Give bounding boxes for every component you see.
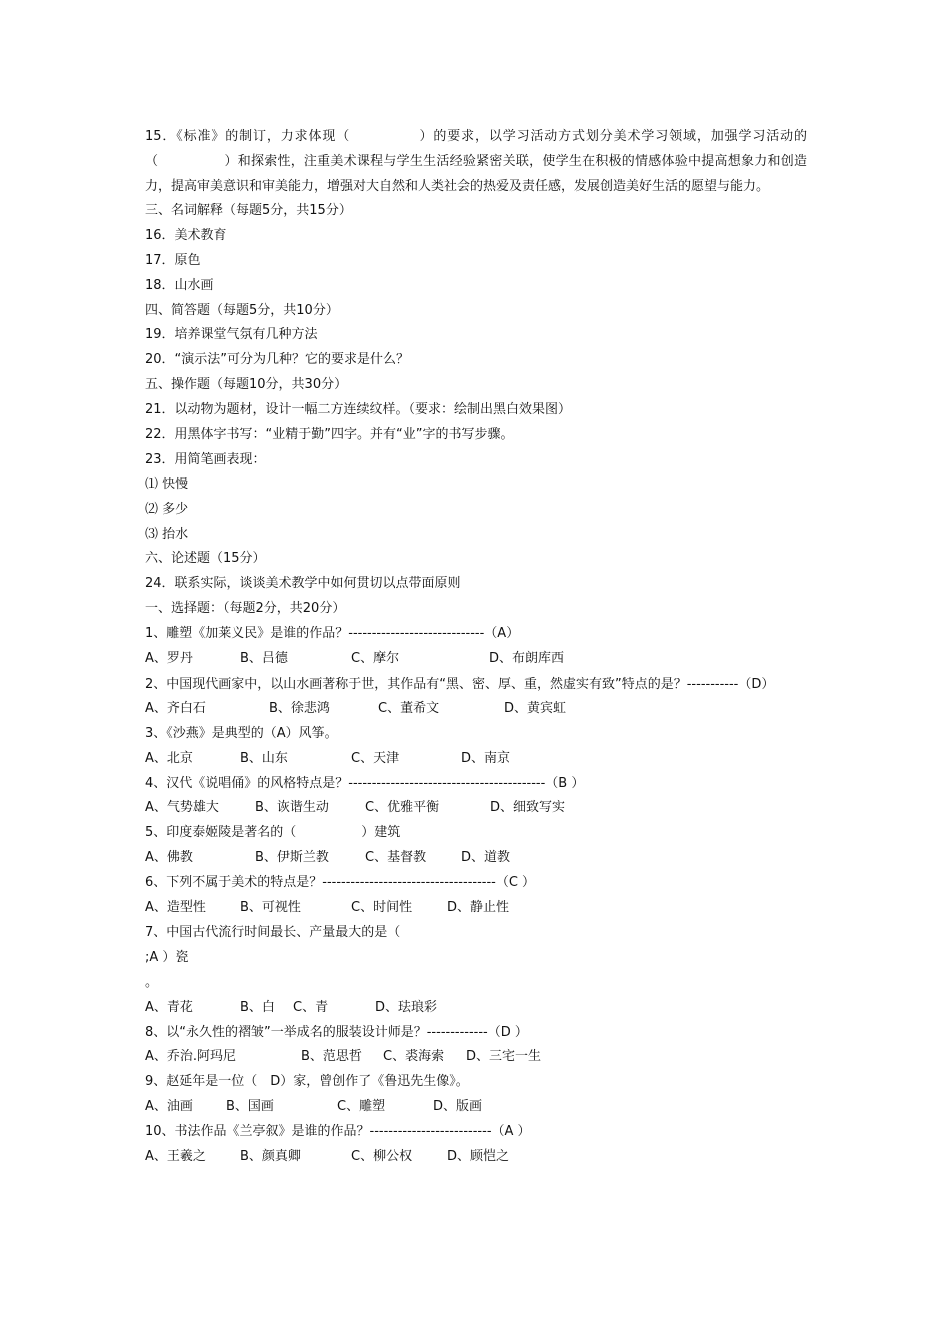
question-17: 17．原色 <box>145 252 201 268</box>
question-24: 24．联系实际，谈谈美术教学中如何贯切以点带面原则 <box>145 576 461 592</box>
option-b: B、颜真卿 <box>240 1148 301 1164</box>
option-a: A、乔治.阿玛尼 <box>145 1049 237 1065</box>
choice-question-1: 1、雕塑《加莱义民》是谁的作品？-----------------------------（A） <box>145 626 520 642</box>
option-c: C、裘海索 <box>383 1049 445 1065</box>
option-b: B、吕德 <box>240 651 288 667</box>
option-a: A、造型性 <box>145 900 206 916</box>
question-23-item-3: ⑶ 抬水 <box>145 526 189 542</box>
option-c: C、天津 <box>351 750 400 766</box>
question-18: 18．山水画 <box>145 277 214 293</box>
choice-question-6: 6、下列不属于美术的特点是？-------------------------------------（C ） <box>145 875 536 891</box>
option-a: A、青花 <box>145 999 193 1015</box>
question-15: 15．《标准》的制订，力求体现（ ）的要求，以学习活动方式划分美术学习领域，加强学习活动的（ ）和探索性，注重美术课程与学生生活经验紧密关联，使学生在积极的情感体验中提高想象力和创造力，提高审美意识和审美能力，增强对大自然和人类社会的热爱及责任感，发展创造美好生活的愿望与能力。 <box>145 129 807 194</box>
option-c: C、青 <box>293 999 329 1015</box>
option-d: D、布朗库西 <box>489 651 565 667</box>
section-heading-4: 四、简答题（每题5分，共10分） <box>145 302 339 318</box>
question-21: 21．以动物为题材，设计一幅二方连续纹样。（要求：绘制出黑白效果图） <box>145 402 572 418</box>
document-page <box>145 124 807 1170</box>
section-heading-5: 五、操作题（每题10分，共30分） <box>145 377 348 393</box>
option-b: B、伊斯兰教 <box>255 850 329 866</box>
option-a: A、王羲之 <box>145 1148 206 1164</box>
question-22: 22．用黑体字书写：“业精于勤”四字。并有“业”字的书写步骤。 <box>145 427 514 443</box>
choice-options-4 <box>145 796 807 821</box>
option-d: D、南京 <box>461 750 511 766</box>
option-b: B、范思哲 <box>301 1049 362 1065</box>
choice-options-7 <box>145 996 807 1021</box>
option-d: D、版画 <box>433 1099 483 1115</box>
question-20: 20．“演示法”可分为几种？它的要求是什么？ <box>145 352 410 368</box>
question-23-item-2: ⑵ 多少 <box>145 501 189 517</box>
option-a: A、齐白石 <box>145 700 206 716</box>
choice-question-10: 10、书法作品《兰亭叙》是谁的作品？--------------------------（A ） <box>145 1124 531 1140</box>
choice-question-4: 4、汉代《说唱俑》的风格特点是？------------------------------------------（B ） <box>145 775 585 791</box>
choice-options-2 <box>145 697 807 722</box>
choice-options-10 <box>145 1145 807 1170</box>
choice-question-7-cont: ;A ）瓷 <box>145 949 189 965</box>
option-a: A、佛教 <box>145 850 193 866</box>
question-19: 19．培养课堂气氛有几种方法 <box>145 327 318 343</box>
option-d: D、细致写实 <box>490 800 566 816</box>
option-c: C、优雅平衡 <box>365 800 440 816</box>
choice-options-5 <box>145 846 807 871</box>
option-b: B、山东 <box>240 750 288 766</box>
choice-question-9: 9、赵延年是一位（ D）家，曾创作了《鲁迅先生像》。 <box>145 1074 469 1090</box>
option-d: D、三宅一生 <box>466 1049 542 1065</box>
option-c: C、董希文 <box>378 700 440 716</box>
choice-question-7: 7、中国古代流行时间最长、产量最大的是（ <box>145 924 401 940</box>
option-d: D、顾恺之 <box>447 1148 510 1164</box>
choice-question-5: 5、印度泰姬陵是著名的（ ）建筑 <box>145 825 401 841</box>
section-heading-6: 六、论述题（15分） <box>145 551 266 567</box>
option-c: C、时间性 <box>351 900 413 916</box>
option-c: C、柳公权 <box>351 1148 413 1164</box>
choice-question-2: 2、中国现代画家中，以山水画著称于世，其作品有“黑、密、厚、重，然虚实有致”特点的是？-----------（D） <box>145 676 775 692</box>
option-c: C、基督教 <box>365 850 427 866</box>
option-a: A、罗丹 <box>145 651 193 667</box>
option-a: A、油画 <box>145 1099 193 1115</box>
option-b: B、可视性 <box>240 900 301 916</box>
section-heading-1: 一、选择题：（每题2分，共20分） <box>145 601 346 617</box>
choice-options-1 <box>145 647 807 672</box>
choice-question-7-end: 。 <box>145 974 159 990</box>
option-b: B、徐悲鸿 <box>269 700 330 716</box>
option-b: B、白 <box>240 999 275 1015</box>
choice-options-8 <box>145 1045 807 1070</box>
choice-question-3: 3、《沙燕》是典型的（A）风筝。 <box>145 725 338 741</box>
section-heading-3: 三、名词解释（每题5分，共15分） <box>145 203 352 218</box>
option-b: B、诙谐生动 <box>255 800 329 816</box>
choice-options-6 <box>145 896 807 921</box>
option-c: C、摩尔 <box>351 651 400 667</box>
question-23: 23．用简笔画表现： <box>145 451 266 467</box>
choice-question-8: 8、以“永久性的褶皱”一举成名的服装设计师是？-------------（D ） <box>145 1024 528 1040</box>
question-16: 16．美术教育 <box>145 227 227 243</box>
choice-options-3 <box>145 747 807 772</box>
option-a: A、气势雄大 <box>145 800 219 816</box>
option-b: B、国画 <box>226 1099 274 1115</box>
option-a: A、北京 <box>145 750 193 766</box>
option-d: D、道教 <box>461 850 511 866</box>
option-d: D、静止性 <box>447 900 510 916</box>
option-d: D、珐琅彩 <box>375 999 438 1015</box>
option-d: D、黄宾虹 <box>504 700 567 716</box>
option-c: C、雕塑 <box>337 1099 386 1115</box>
question-23-item-1: ⑴ 快慢 <box>145 476 189 492</box>
choice-options-9 <box>145 1095 807 1120</box>
